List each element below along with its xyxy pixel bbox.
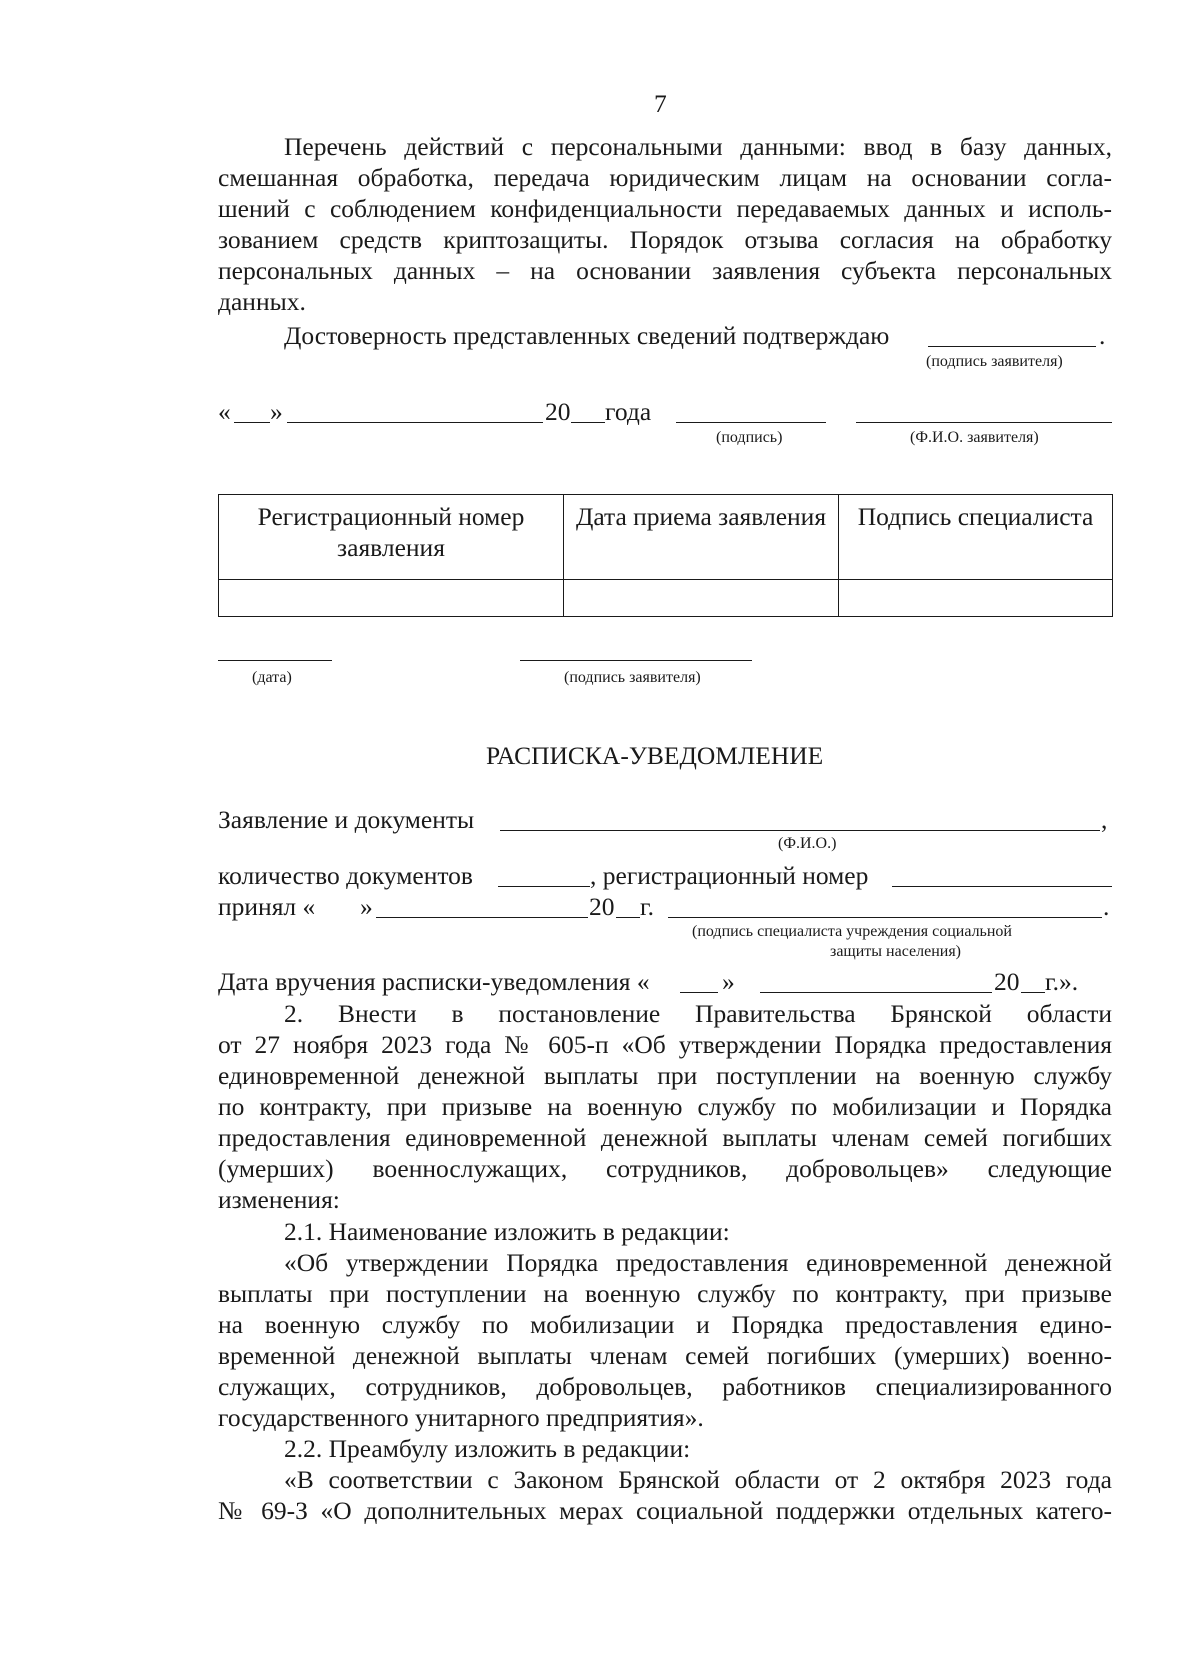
text-line: «Об утверждении Порядка предоставления единовременной денежной [284, 1248, 1112, 1277]
header-cell-date: Дата приема заявления [564, 495, 839, 580]
page-number: 7 [654, 89, 667, 118]
text-line: данных. [218, 287, 306, 316]
reg-number-label: , регистрационный номер [590, 861, 869, 890]
signature-caption: (подпись) [716, 429, 783, 446]
applicant-signature-caption-2: (подпись заявителя) [564, 669, 701, 686]
date-close-quote: » [270, 397, 283, 426]
delivery-year-blank [1021, 992, 1045, 993]
accepted-close-quote: » [360, 892, 373, 921]
header-cell-signature: Подпись специалиста [839, 495, 1113, 580]
text-line: временной денежной выплаты членам семей погибших (умерших) военно- [218, 1341, 1112, 1370]
reg-number-blank [892, 886, 1112, 887]
text-line: 2. Внести в постановление Правительства Брянской области [284, 999, 1112, 1028]
confirm-text: Достоверность представленных сведений подтверждаю [284, 321, 890, 350]
delivery-end: г.». [1045, 967, 1079, 996]
cell-date [564, 580, 839, 617]
year-blank [571, 422, 605, 423]
item-2-1: 2.1. Наименование изложить в редакции: [284, 1217, 730, 1246]
fio-caption: (Ф.И.О.) [778, 835, 837, 852]
count-blank [498, 886, 590, 887]
fio-blank [500, 830, 1100, 831]
delivery-year-prefix: 20 [994, 967, 1020, 996]
year-prefix: 20 [545, 397, 571, 426]
month-blank [376, 917, 588, 918]
text-line: выплаты при поступлении на военную службу по контракту, при призыве [218, 1279, 1112, 1308]
text-line: шений с соблюдением конфиденциальности передаваемых данных и исполь- [218, 194, 1112, 223]
text-line: от 27 ноября 2023 года № 605-п «Об утверждении Порядка предоставления [218, 1030, 1112, 1059]
text-line: служащих, сотрудников, добровольцев, работников специализированного [218, 1372, 1112, 1401]
month-blank [287, 422, 543, 423]
receipt-title: РАСПИСКА-УВЕДОМЛЕНИЕ [486, 741, 824, 770]
text-line: зованием средств криптозащиты. Порядок отзыва согласия на обработку [218, 225, 1112, 254]
text-line: Перечень действий с персональными данными: ввод в базу данных, [284, 132, 1112, 161]
signature-blank [928, 346, 1096, 347]
accepted-label: принял « [218, 892, 316, 921]
text-line: предоставления единовременной денежной выплаты членам семей погибших [218, 1123, 1112, 1152]
cell-signature [839, 580, 1113, 617]
text-line: персональных данных – на основании заявления субъекта персональных [218, 256, 1112, 285]
year-suffix: года [605, 397, 652, 426]
accepted-year-prefix: 20 [589, 892, 615, 921]
text-line: «В соответствии с Законом Брянской области от 2 октября 2023 года [284, 1465, 1112, 1494]
year-blank [616, 917, 640, 918]
date-blank [218, 660, 332, 661]
fio-blank [856, 422, 1112, 423]
accepted-year-suffix: г. [640, 892, 654, 921]
signature-blank [676, 422, 826, 423]
delivery-close-quote: » [722, 967, 735, 996]
delivery-day-blank [680, 992, 718, 993]
text-line: государственного унитарного предприятия». [218, 1403, 704, 1432]
docs-label: Заявление и документы [218, 805, 475, 834]
cell-reg-number [219, 580, 564, 617]
delivery-month-blank [760, 992, 992, 993]
applicant-signature-caption: (подпись заявителя) [926, 353, 1063, 370]
text-line: по контракту, при призыве на военную службу по мобилизации и Порядка [218, 1092, 1112, 1121]
count-label: количество документов [218, 861, 473, 890]
text-line: единовременной денежной выплаты при поступлении на военную службу [218, 1061, 1112, 1090]
text-line: смешанная обработка, передача юридическим лицам на основании согла- [218, 163, 1112, 192]
docs-end: , [1101, 805, 1108, 834]
specialist-caption-1: (подпись специалиста учреждения социальной [692, 923, 1012, 940]
registration-table [218, 494, 1113, 617]
text-line: на военную службу по мобилизации и Порядка предоставления едино- [218, 1310, 1112, 1339]
specialist-caption-2: защиты населения) [830, 943, 962, 960]
header-cell-reg-number: Регистрационный номер заявления [219, 495, 564, 580]
day-blank [234, 422, 270, 423]
table-header-row [219, 495, 1113, 580]
applicant-signature-blank [520, 660, 752, 661]
text-line: (умерших) военнослужащих, сотрудников, добровольцев» следующие [218, 1154, 1112, 1183]
table-row [219, 580, 1113, 617]
fio-applicant-caption: (Ф.И.О. заявителя) [910, 429, 1039, 446]
specialist-signature-blank [668, 917, 1102, 918]
text-line: изменения: [218, 1185, 340, 1214]
line-end: . [1103, 892, 1110, 921]
text-line: № 69-З «О дополнительных мерах социальной поддержки отдельных катего- [218, 1496, 1112, 1525]
date-open-quote: « [218, 397, 231, 426]
delivery-label: Дата вручения расписки-уведомления « [218, 967, 650, 996]
date-caption: (дата) [252, 669, 292, 686]
confirm-end: . [1099, 321, 1106, 350]
item-2-2: 2.2. Преамбулу изложить в редакции: [284, 1434, 691, 1463]
